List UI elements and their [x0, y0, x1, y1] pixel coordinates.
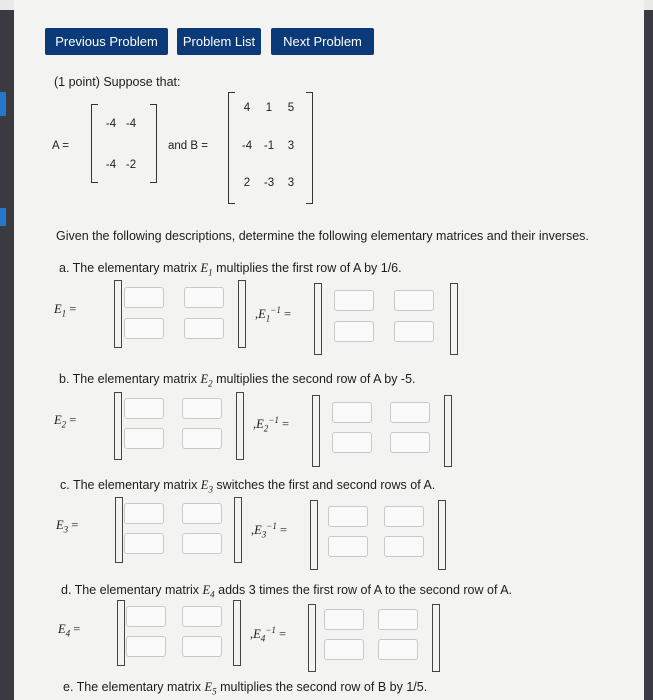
e3-left-bracket [115, 497, 123, 563]
e4-inverse-entry-11[interactable] [324, 609, 364, 630]
e3-inverse-entry-11[interactable] [328, 506, 368, 527]
e3-inverse-entry-12[interactable] [384, 506, 424, 527]
e4-entry-12[interactable] [182, 606, 222, 627]
problem-page [14, 0, 644, 700]
e3-inverse-entry-21[interactable] [328, 536, 368, 557]
left-accent-bar [0, 92, 6, 116]
e3-entry-21[interactable] [124, 533, 164, 554]
e3-label: $E_3$ = [56, 518, 79, 535]
left-accent-bar-2 [0, 208, 6, 226]
e1-inverse-entry-11[interactable] [334, 290, 374, 311]
previous-problem-button[interactable]: Previous Problem [45, 28, 168, 55]
e4-label: $E_4$ = [58, 622, 81, 639]
e4-left-bracket [117, 600, 125, 666]
matrix-b-cell: 5 [287, 102, 295, 114]
e1-entry-21[interactable] [124, 318, 164, 339]
e2-entry-21[interactable] [124, 428, 164, 449]
e2-inverse-right-bracket [444, 395, 452, 467]
e2-inverse-entry-11[interactable] [332, 402, 372, 423]
matrix-b-cell: 4 [243, 102, 251, 114]
e4-inverse-right-bracket [432, 604, 440, 672]
e3-entry-22[interactable] [182, 533, 222, 554]
problem-list-button[interactable]: Problem List [177, 28, 261, 55]
e4-entry-11[interactable] [126, 606, 166, 627]
part-e-description: e. The elementary matrix $E_5$ multiplies the second row of B by 1/5. [63, 680, 428, 697]
matrix-a-cell: -4 [105, 159, 117, 171]
e1-left-bracket [114, 280, 122, 348]
e2-inverse-entry-12[interactable] [390, 402, 430, 423]
matrix-b-cell: -1 [263, 140, 275, 152]
e1-inverse-left-bracket [314, 283, 322, 355]
e3-inverse-label: $,E_3^{-1}$ = [251, 521, 288, 540]
e1-inverse-entry-21[interactable] [334, 321, 374, 342]
e3-inverse-right-bracket [438, 500, 446, 570]
matrix-a-cell: -4 [105, 118, 117, 130]
e1-inverse-right-bracket [450, 283, 458, 355]
matrix-b-cell: 2 [243, 177, 251, 189]
e2-entry-11[interactable] [124, 398, 164, 419]
and-b-label: and B = [168, 140, 208, 152]
e2-label: $E_2$ = [54, 413, 77, 430]
e1-label: $E_1$ = [54, 302, 77, 319]
e1-entry-12[interactable] [184, 287, 224, 308]
e3-entry-12[interactable] [182, 503, 222, 524]
e4-inverse-entry-22[interactable] [378, 639, 418, 660]
e4-entry-21[interactable] [126, 636, 166, 657]
e4-inverse-label: $,E_4^{-1}$ = [250, 625, 287, 644]
part-b-description: b. The elementary matrix $E_2$ multiplies the second row of A by -5. [59, 372, 416, 389]
e4-inverse-entry-21[interactable] [324, 639, 364, 660]
e4-inverse-entry-12[interactable] [378, 609, 418, 630]
e2-left-bracket [114, 392, 122, 460]
matrix-a-cell: -2 [125, 159, 137, 171]
e2-entry-22[interactable] [182, 428, 222, 449]
e2-inverse-entry-21[interactable] [332, 432, 372, 453]
problem-intro: (1 point) Suppose that: [54, 75, 181, 89]
e1-entry-22[interactable] [184, 318, 224, 339]
part-a-description: a. The elementary matrix $E_1$ multiplies the first row of A by 1/6. [59, 261, 402, 278]
e3-inverse-left-bracket [310, 500, 318, 570]
e2-right-bracket [236, 392, 244, 460]
part-c-description: c. The elementary matrix $E_3$ switches the first and second rows of A. [60, 478, 436, 495]
e1-inverse-entry-22[interactable] [394, 321, 434, 342]
e3-inverse-entry-22[interactable] [384, 536, 424, 557]
instructions-text: Given the following descriptions, determine the following elementary matrices and their inverses. [56, 229, 589, 243]
matrix-b-right-bracket [306, 92, 313, 204]
matrix-a-cell: -4 [125, 118, 137, 130]
e1-inverse-label: $,E_1^{-1}$ = [255, 305, 292, 324]
matrix-b-cell: -3 [263, 177, 275, 189]
e3-right-bracket [234, 497, 242, 563]
e4-right-bracket [233, 600, 241, 666]
matrix-b-cell: 3 [287, 177, 295, 189]
matrix-a-label: A = [52, 140, 69, 152]
e1-right-bracket [238, 280, 246, 348]
e4-inverse-left-bracket [308, 604, 316, 672]
e2-inverse-label: $,E_2^{-1}$ = [253, 415, 290, 434]
e1-inverse-entry-12[interactable] [394, 290, 434, 311]
e2-entry-12[interactable] [182, 398, 222, 419]
next-problem-button[interactable]: Next Problem [271, 28, 374, 55]
matrix-a-left-bracket [91, 104, 98, 183]
e4-entry-22[interactable] [182, 636, 222, 657]
e1-entry-11[interactable] [124, 287, 164, 308]
part-d-description: d. The elementary matrix $E_4$ adds 3 times the first row of A to the second row of A. [61, 583, 513, 600]
matrix-a-right-bracket [150, 104, 157, 183]
e2-inverse-left-bracket [312, 395, 320, 467]
matrix-b-cell: -4 [241, 140, 253, 152]
matrix-b-cell: 3 [287, 140, 295, 152]
e2-inverse-entry-22[interactable] [390, 432, 430, 453]
matrix-b-cell: 1 [265, 102, 273, 114]
matrix-b-left-bracket [228, 92, 235, 204]
e3-entry-11[interactable] [124, 503, 164, 524]
